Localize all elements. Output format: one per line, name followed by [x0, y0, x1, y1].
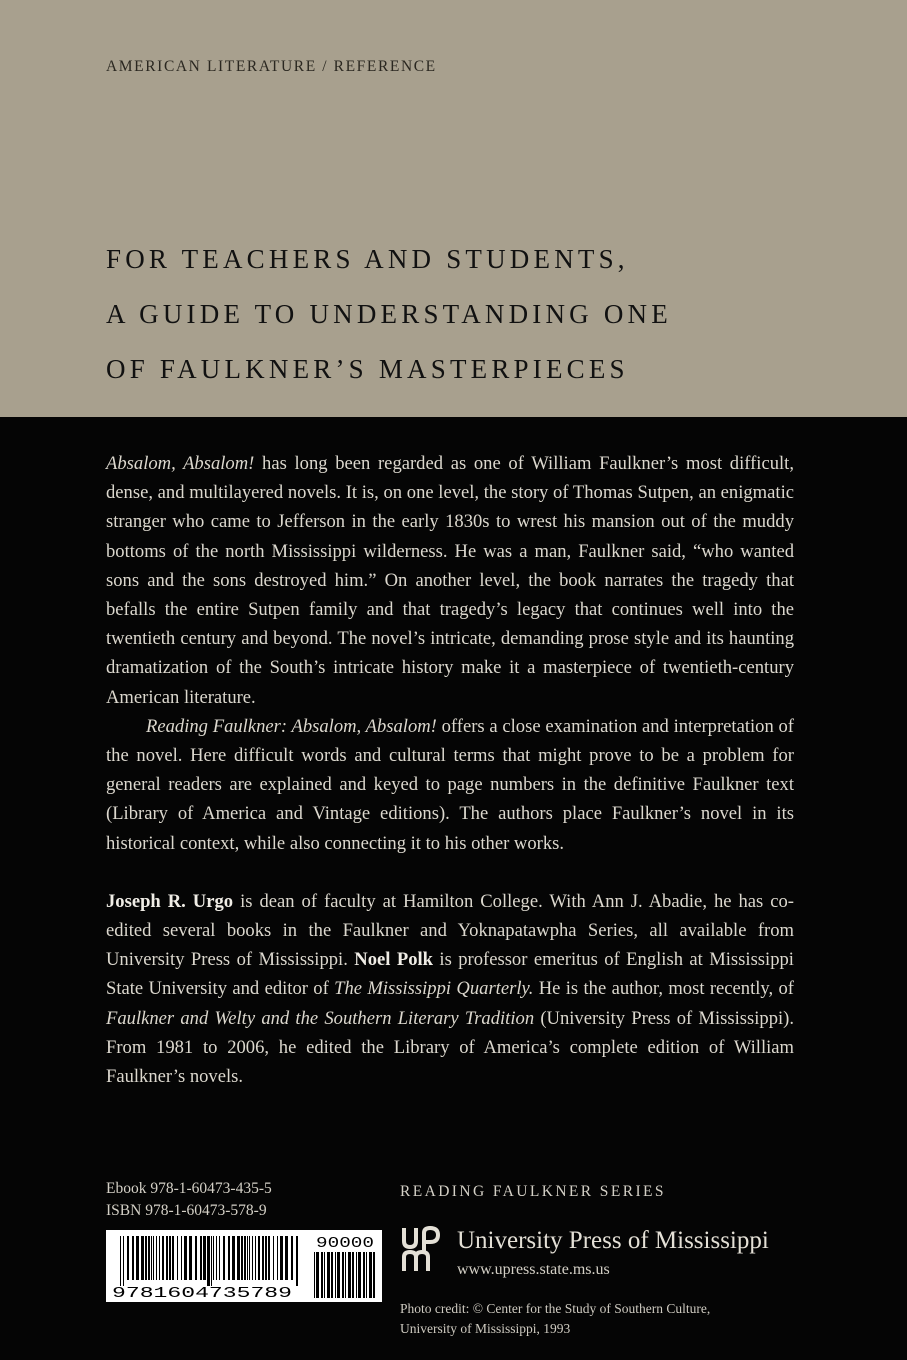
barcode-bar — [277, 1236, 278, 1280]
barcode-addon-bar — [335, 1252, 336, 1298]
barcode-bar — [132, 1236, 134, 1280]
photo-credit-line-1: Photo credit: © Center for the Study of Southern Culture, — [400, 1301, 711, 1316]
back-cover-copy — [106, 449, 794, 1091]
barcode-bar — [258, 1236, 260, 1280]
journal-title: The Mississippi Quarterly. — [334, 978, 534, 1000]
book-title: Absalom, Absalom! — [106, 453, 255, 474]
barcode-addon-bar — [348, 1252, 351, 1298]
barcode-bar — [169, 1236, 171, 1280]
author-bio — [106, 887, 794, 1091]
barcode-bar — [237, 1236, 240, 1280]
publisher-name: University Press of Mississippi — [457, 1227, 769, 1254]
author-2-bio-a: is professor emeritus of English at Mississippi State University and editor of — [106, 949, 794, 1000]
barcode-graphic — [106, 1230, 382, 1302]
barcode-addon-bar — [342, 1252, 344, 1298]
category-label: AMERICAN LITERATURE / REFERENCE — [106, 58, 437, 75]
description-paragraph-2 — [106, 712, 794, 858]
barcode-number: 9781604735789 — [112, 1285, 292, 1302]
headline — [106, 232, 672, 397]
barcode-addon-bar — [363, 1252, 365, 1298]
barcode-bar — [211, 1236, 212, 1286]
barcode-bar — [207, 1236, 210, 1286]
barcode-bar — [223, 1236, 225, 1280]
barcode-bar — [213, 1236, 214, 1280]
barcode-bar — [123, 1236, 124, 1286]
barcode-bar — [228, 1236, 230, 1280]
barcode-bar — [255, 1236, 256, 1280]
barcode — [106, 1230, 382, 1302]
barcode-bar — [296, 1236, 298, 1286]
description-text-2: offers a close examination and interpretation of the novel. Here difficult words and cultural terms that might prove to be a problem for general readers are explained and keyed to page numbers in the definitive Faulkner text (Library of America and Vintage editions). The authors place Faulkner’s novel in its historical context, while also connecting it to his other works. — [106, 715, 794, 854]
author-1-bio: is dean of faculty at Hamilton College. With Ann J. Abadie, he has co-edited several books in the Faulkner and Yoknapatawpha Series, all available from University Press of Mississippi. — [106, 890, 794, 971]
barcode-bar — [184, 1236, 187, 1280]
barcode-bar — [232, 1236, 235, 1280]
photo-credit — [400, 1299, 800, 1339]
barcode-addon-bar — [356, 1252, 357, 1298]
barcode-bar — [145, 1236, 147, 1280]
barcode-bar — [156, 1236, 157, 1280]
barcode-bar — [216, 1236, 217, 1280]
barcode-bar — [262, 1236, 264, 1280]
barcode-bar — [151, 1236, 152, 1280]
barcode-bar — [265, 1236, 267, 1280]
barcode-addon-bar — [369, 1252, 372, 1298]
barcode-bar — [148, 1236, 150, 1280]
barcode-bar — [162, 1236, 164, 1280]
headline-line-1: FOR TEACHERS AND STUDENTS, — [106, 244, 629, 274]
barcode-addon-bar — [327, 1252, 330, 1298]
author-2-name: Noel Polk — [354, 949, 433, 971]
barcode-addon-bar — [337, 1252, 340, 1298]
barcode-bar — [153, 1236, 154, 1280]
barcode-addon-bar — [358, 1252, 361, 1298]
barcode-price-code: 90000 — [316, 1235, 374, 1252]
barcode-bar — [166, 1236, 168, 1280]
barcode-bar — [189, 1236, 192, 1280]
barcode-bar — [120, 1236, 121, 1286]
barcode-bar — [252, 1236, 253, 1280]
barcode-bar — [195, 1236, 197, 1280]
barcode-addon-bar — [331, 1252, 333, 1298]
series-name: READING FAULKNER SERIES — [400, 1183, 666, 1200]
barcode-bar — [219, 1236, 220, 1280]
barcode-addon-bar — [321, 1252, 323, 1298]
barcode-bar — [244, 1236, 246, 1280]
barcode-bar — [172, 1236, 174, 1280]
description-text-1: has long been regarded as one of William Faulkner’s most difficult, dense, and multilayered novels. It is, on one level, the story of Thomas Sutpen, an enigmatic stranger who came to Jefferson in the early 1830s to wrest his mansion out of the muddy bottoms of the north Mississippi wilderness. He was a man, Faulkner said, “who wanted sons and the sons destroyed him.” On another level, the book narrates the tragedy that befalls the entire Sutpen family and that tragedy’s legacy that continues well into the twentieth century and beyond. The novel’s intricate, demanding prose style and its haunting dramatization of the South’s intricate history make it a masterpiece of twentieth-century American literature. — [106, 453, 794, 708]
barcode-bar — [177, 1236, 178, 1280]
barcode-addon-bar — [352, 1252, 354, 1298]
author-2-bio-b: He is the author, most recently, of — [533, 978, 794, 1000]
publisher-url[interactable]: www.upress.state.ms.us — [457, 1261, 610, 1278]
barcode-bar — [200, 1236, 202, 1280]
barcode-bar — [285, 1236, 288, 1280]
photo-credit-line-2: University of Mississippi, 1993 — [400, 1321, 571, 1336]
print-isbn: ISBN 978-1-60473-578-9 — [106, 1202, 267, 1219]
author-2-bio-c: (University Press of Mississippi). From 1981 to 2006, he edited the Library of America’s complete edition of William Faulkner’s novels. — [106, 1007, 795, 1088]
upm-logo-icon — [400, 1225, 444, 1275]
barcode-addon-bar — [373, 1252, 375, 1298]
barcode-addon-bar — [316, 1252, 319, 1298]
barcode-addon-bar — [366, 1252, 367, 1298]
author-1-name: Joseph R. Urgo — [106, 890, 234, 912]
barcode-bar — [159, 1236, 160, 1280]
barcode-bar — [203, 1236, 206, 1280]
barcode-bar — [291, 1236, 293, 1280]
headline-line-2: A GUIDE TO UNDERSTANDING ONE — [106, 299, 672, 329]
barcode-bar — [249, 1236, 250, 1280]
headline-line-3: OF FAULKNER’S MASTERPIECES — [106, 354, 629, 384]
isbn-block — [106, 1178, 272, 1222]
book-title-welty: Faulkner and Welty and the Southern Literary Tradition — [106, 1007, 535, 1029]
series-book-title: Reading Faulkner: Absalom, Absalom! — [146, 715, 437, 737]
barcode-bar — [141, 1236, 144, 1280]
barcode-addon-bar — [314, 1252, 315, 1298]
barcode-bar — [268, 1236, 270, 1280]
barcode-bar — [280, 1236, 283, 1280]
barcode-bar — [127, 1236, 129, 1280]
barcode-bar — [181, 1236, 182, 1280]
barcode-addon-bar — [345, 1252, 346, 1298]
barcode-bar — [247, 1236, 248, 1280]
barcode-bar — [273, 1236, 274, 1280]
barcode-addon-bar — [324, 1252, 325, 1298]
barcode-bar — [241, 1236, 243, 1280]
ebook-isbn: Ebook 978-1-60473-435-5 — [106, 1180, 272, 1197]
description-paragraph-1 — [106, 449, 794, 712]
barcode-bar — [136, 1236, 139, 1280]
